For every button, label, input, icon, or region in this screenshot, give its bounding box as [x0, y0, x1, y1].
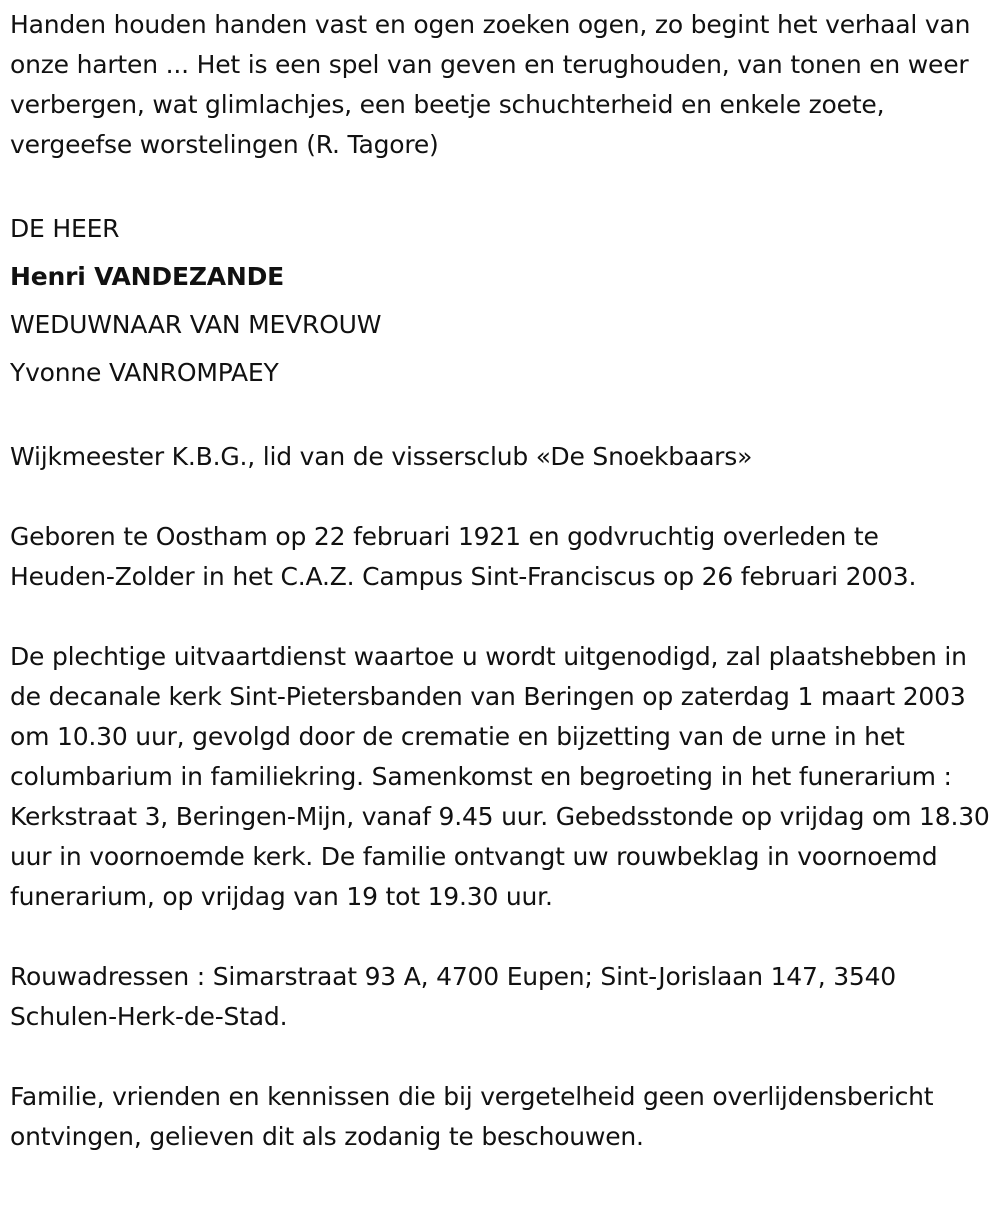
spacer	[10, 397, 990, 437]
spacer	[10, 1037, 990, 1077]
quote-paragraph: Handen houden handen vast en ogen zoeken ogen, zo begint het verhaal van onze harten ... Het is een spel van geven en terughouden, van tonen en weer verbergen, wat glimlachjes, een beetje schuchterheid en enkele zoete, vergeefse worstelingen (R. Tagore)	[10, 10, 971, 159]
spacer	[10, 165, 990, 205]
closing-paragraph: Familie, vrienden en kennissen die bij vergetelheid geen overlijdensbericht ontvingen, gelieven dit als zodanig te beschouwen.	[10, 1082, 934, 1151]
title-line: DE HEER	[10, 214, 120, 243]
relation-line: WEDUWNAAR VAN MEVROUW	[10, 310, 382, 339]
spacer	[10, 597, 990, 637]
birth-death-paragraph: Geboren te Oostham op 22 februari 1921 en godvruchtig overleden te Heuden-Zolder in het C.A.Z. Campus Sint-Franciscus op 26 februari 2003.	[10, 522, 917, 591]
addresses-paragraph: Rouwadressen : Simarstraat 93 A, 4700 Eupen; Sint-Jorislaan 147, 3540 Schulen-Herk-de-Stad.	[10, 962, 897, 1031]
spacer	[10, 917, 990, 957]
roles-paragraph: Wijkmeester K.B.G., lid van de vissersclub «De Snoekbaars»	[10, 442, 753, 471]
spouse-name: Yvonne VANROMPAEY	[10, 358, 279, 387]
deceased-name: Henri VANDEZANDE	[10, 262, 285, 291]
service-paragraph: De plechtige uitvaartdienst waartoe u wordt uitgenodigd, zal plaatshebben in de decanale kerk Sint-Pietersbanden van Beringen op zaterdag 1 maart 2003 om 10.30 uur, gevolgd door de crematie en bijzetting van de urne in het columbarium in familiekring. Samenkomst en begroeting in het funerarium : Kerkstraat 3, Beringen-Mijn, vanaf 9.45 uur. Gebedsstonde op vrijdag om 18.30 uur in voornoemde kerk. De familie ontvangt uw rouwbeklag in voornoemd funerarium, op vrijdag van 19 tot 19.30 uur.	[10, 642, 990, 911]
spacer	[10, 477, 990, 517]
